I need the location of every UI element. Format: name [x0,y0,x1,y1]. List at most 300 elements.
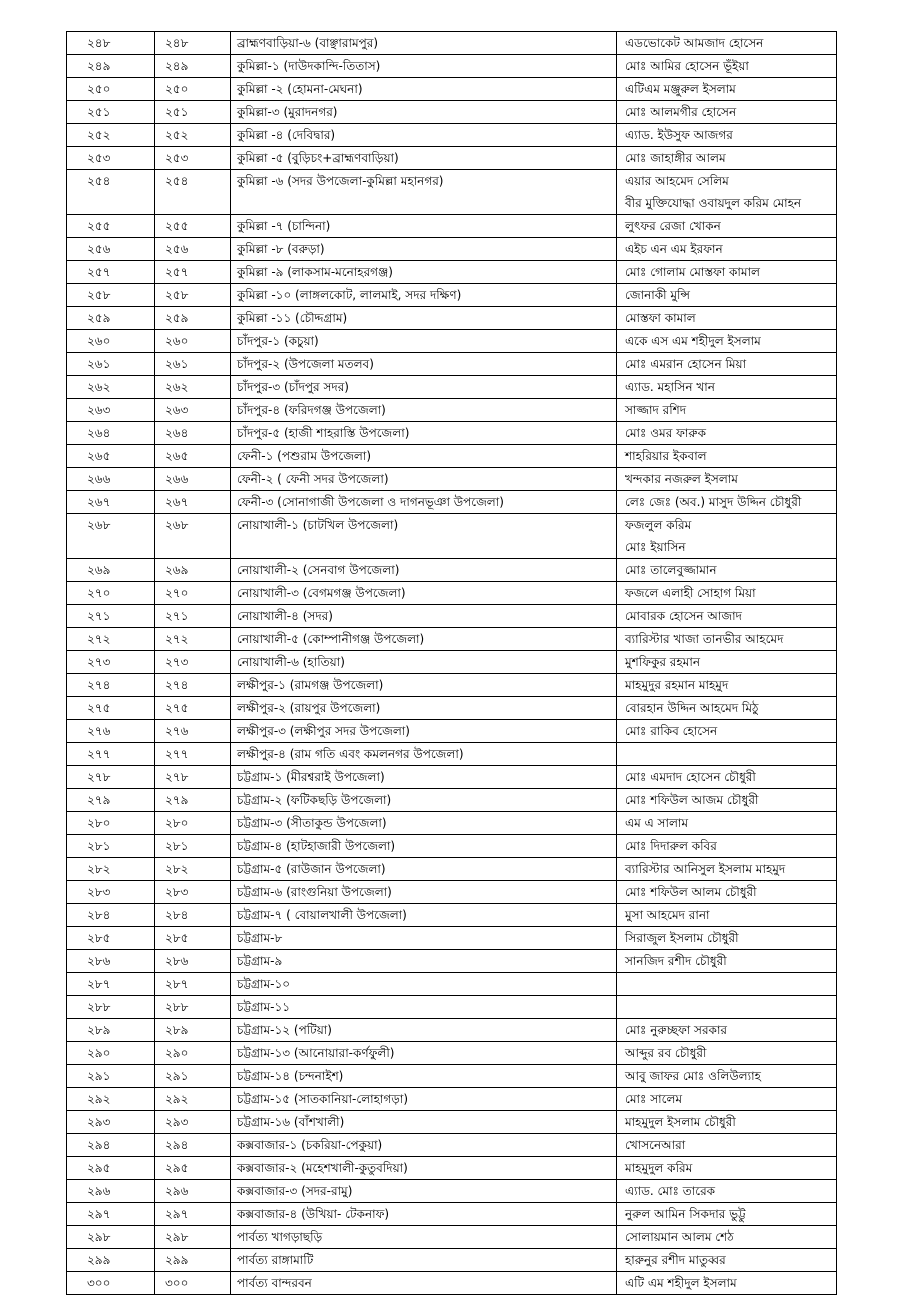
candidate-cell [617,973,837,996]
candidate-name: মোবারক হোসেন আজাদ [625,609,742,623]
table-row [67,835,837,858]
seat-number-cell-text: ২৭২ [165,632,189,646]
serial-cell-text: ২৫৯ [87,311,111,325]
candidate-name: আবু জাফর মোঃ ওলিউল্যাহ [625,1069,761,1083]
constituency-cell [231,812,617,835]
constituency-cell-text: চাঁদপুর-৪ (ফরিদগঞ্জ উপজেলা) [237,403,386,417]
table-row [67,812,837,835]
constituency-cell-text: নোয়াখালী-৪ (সদর) [237,609,333,623]
serial-cell-text: ২৮৯ [87,1023,111,1037]
seat-number-cell [155,330,231,353]
constituency-cell [231,973,617,996]
constituency-cell [231,1134,617,1157]
candidate-name: ব্যারিস্টার খাজা তানভীর আহমেদ [625,632,784,646]
candidate-name [625,996,830,1018]
serial-cell [67,307,155,330]
constituency-cell-text: কুমিল্লা -৫ (বুড়িচং+ব্রাহ্মণবাড়িয়া) [237,151,399,165]
constituency-cell-text: চাঁদপুর-৩ (চাঁদপুর সদর) [237,380,349,394]
candidate-cell [617,651,837,674]
constituency-cell-text: ফেনী-১ (পশুরাম উপজেলা) [237,449,372,463]
candidate-cell [617,927,837,950]
candidate-cell [617,399,837,422]
serial-cell-text: ২৬৫ [87,449,111,463]
candidate-name: ব্যারিস্টার আনিসুল ইসলাম মাহমুদ [625,862,786,876]
seat-number-cell [155,1042,231,1065]
candidate-name: হারুনুর রশীদ মাতুব্বর [625,1253,726,1267]
constituency-cell [231,835,617,858]
candidate-cell [617,766,837,789]
serial-cell [67,491,155,514]
table-row [67,445,837,468]
serial-cell-text: ২৬২ [87,380,111,394]
candidate-cell [617,55,837,78]
seat-number-cell [155,32,231,55]
serial-cell [67,605,155,628]
constituency-cell [231,422,617,445]
constituency-cell-text: চাঁদপুর-১ (কচুয়া) [237,334,319,348]
table-row [67,766,837,789]
serial-cell [67,514,155,559]
seat-number-cell-text: ২৭৭ [165,747,189,761]
constituency-cell-text: নোয়াখালী-৬ (হাতিয়া) [237,655,345,669]
constituency-cell-text: কুমিল্লা-৩ (মুরাদনগর) [237,105,338,119]
table-row [67,1157,837,1180]
serial-cell [67,78,155,101]
serial-cell [67,284,155,307]
constituency-cell-text: পার্বত্য খাগড়াছড়ি [237,1230,323,1244]
serial-cell-text: ২৫৮ [87,288,111,302]
candidate-cell [617,904,837,927]
seat-number-cell-text: ২৬৫ [165,449,189,463]
constituency-cell-text: ব্রাহ্মণবাড়িয়া-৬ (বাঞ্ছারামপুর) [237,36,379,50]
seat-number-cell-text: ২৬৭ [165,495,189,509]
candidate-cell [617,1180,837,1203]
seat-number-cell [155,1203,231,1226]
candidate-name: মোঃ রাকিব হোসেন [625,724,718,738]
candidate-cell [617,238,837,261]
candidate-name: মাহমুদুল করিম [625,1161,693,1175]
candidate-name: মাহমুদুল ইসলাম চৌধুরী [625,1115,736,1129]
constituency-cell-text: কুমিল্লা -৯ (লাকসাম-মনোহরগঞ্জ) [237,265,393,279]
candidate-name: মোঃ শফিউল আজম চৌধুরী [625,793,759,807]
table-row [67,1065,837,1088]
candidate-cell [617,376,837,399]
seat-number-cell-text: ২৫৮ [165,288,189,302]
constituency-cell [231,32,617,55]
seat-number-cell [155,353,231,376]
table-row [67,330,837,353]
seat-number-cell [155,284,231,307]
candidate-name: মোঃ এমদাদ হোসেন চৌধুরী [625,770,756,784]
seat-number-cell-text: ২৭০ [165,586,189,600]
seat-number-cell-text: ২৯৭ [165,1207,189,1221]
serial-cell-text: ২৯৩ [87,1115,111,1129]
constituency-cell [231,1042,617,1065]
constituency-cell-text: চট্টগ্রাম-৭ ( বোয়ালখালী উপজেলা) [237,908,407,922]
constituency-cell [231,858,617,881]
table-row [67,124,837,147]
seat-number-cell [155,307,231,330]
constituency-cell-text: চট্টগ্রাম-৩ (সীতাকুন্ড উপজেলা) [237,816,387,830]
constituency-cell-text: কুমিল্লা -৮ (বরুড়া) [237,242,325,256]
serial-cell-text: ২৬১ [87,357,111,371]
serial-cell [67,743,155,766]
serial-cell [67,1042,155,1065]
serial-cell-text: ২৮৬ [87,954,111,968]
serial-cell-text: ২৯০ [87,1046,111,1060]
candidate-name: খোসনেআরা [625,1138,686,1152]
serial-cell [67,261,155,284]
serial-cell [67,468,155,491]
seat-number-cell-text: ২৪৮ [165,36,189,50]
candidate-cell [617,858,837,881]
serial-cell-text: ২৮৩ [87,885,111,899]
serial-cell [67,330,155,353]
table-row [67,284,837,307]
serial-cell-text: ২৫৬ [87,242,111,256]
constituency-cell-text: কুমিল্লা-১ (দাউদকান্দি-তিতাস) [237,59,381,73]
serial-cell [67,445,155,468]
table-row [67,674,837,697]
serial-cell-text: ২৬৬ [87,472,111,486]
constituency-cell [231,927,617,950]
candidate-name: মোঃ নুরুচ্ছফা সরকার [625,1023,728,1037]
candidate-name: নুরুল আমিন সিকদার ভুট্টু [625,1207,746,1221]
constituency-cell [231,1157,617,1180]
constituency-cell [231,55,617,78]
candidate-cell [617,1088,837,1111]
serial-cell [67,1134,155,1157]
candidate-name: এ্যাড. মহাসিন খান [625,380,715,394]
constituency-cell-text: নোয়াখালী-২ (সেনবাগ উপজেলা) [237,563,400,577]
serial-cell [67,973,155,996]
constituency-cell [231,491,617,514]
constituency-cell-text: লক্ষীপুর-৪ (রাম গতি এবং কমলনগর উপজেলা) [237,747,464,761]
serial-cell-text: ২৭৯ [87,793,111,807]
constituency-cell [231,261,617,284]
constituency-cell-text: চট্টগ্রাম-১০ [237,977,291,991]
seat-number-cell [155,215,231,238]
table-row [67,996,837,1019]
seat-number-cell [155,468,231,491]
seat-number-cell-text: ২৯৫ [165,1161,189,1175]
seat-number-cell [155,1226,231,1249]
candidate-name: ফজলুল করিম [625,518,692,532]
serial-cell-text: ২৬৭ [87,495,111,509]
candidate-name: বোরহান উদ্দিন আহমেদ মিঠু [625,701,759,715]
table-row [67,215,837,238]
serial-cell-text: ২৭১ [87,609,111,623]
seat-number-cell-text: ২৭৮ [165,770,189,784]
constituency-cell [231,559,617,582]
seat-number-cell-text: ২৯৬ [165,1184,189,1198]
candidate-cell [617,284,837,307]
table-row [67,491,837,514]
constituency-cell-text: কক্সবাজার-৪ (উখিয়া- টেকনাফ) [237,1207,390,1221]
constituency-cell [231,1203,617,1226]
seat-number-cell-text: ২৪৯ [165,59,189,73]
constituency-cell [231,1088,617,1111]
seat-number-cell-text: ২৫৯ [165,311,189,325]
candidate-name [625,973,830,995]
seat-number-cell-text: ২৫৭ [165,265,189,279]
seat-number-cell [155,927,231,950]
candidate-name: মোঃ জাহাঙ্গীর আলম [625,151,726,165]
serial-cell [67,1065,155,1088]
serial-cell [67,422,155,445]
constituency-cell-text: লক্ষীপুর-২ (রায়পুর উপজেলা) [237,701,381,715]
seat-number-cell [155,996,231,1019]
table-row [67,858,837,881]
seat-number-cell-text: ২৬৪ [165,426,189,440]
serial-cell [67,697,155,720]
constituency-cell-text: চাঁদপুর-৫ (হাজী শাহরাস্তি উপজেলা) [237,426,410,440]
seat-number-cell-text: ২৬১ [165,357,189,371]
candidate-name: মোঃ গোলাম মোস্তফা কামাল [625,265,761,279]
candidate-cell [617,514,837,559]
table-row [67,1088,837,1111]
candidate-cell [617,674,837,697]
serial-cell-text: ২৮৪ [87,908,111,922]
table-row [67,927,837,950]
serial-cell [67,835,155,858]
candidate-cell [617,170,837,215]
seat-number-cell-text: ২৮০ [165,816,189,830]
candidate-cell [617,720,837,743]
candidate-cell [617,1134,837,1157]
constituency-cell-text: ফেনী-২ ( ফেনী সদর উপজেলা) [237,472,389,486]
candidate-cell [617,1042,837,1065]
seat-number-cell [155,559,231,582]
candidate-name: খন্দকার নজরুল ইসলাম [625,472,738,486]
table-row [67,582,837,605]
constituency-cell-text: চাঁদপুর-২ (উপজেলা মতলব) [237,357,374,371]
candidate-cell [617,835,837,858]
candidate-name: এইচ এন এম ইরফান [625,242,723,256]
serial-cell [67,101,155,124]
seat-number-cell-text: ২৯৩ [165,1115,189,1129]
serial-cell [67,170,155,215]
serial-cell [67,582,155,605]
seat-number-cell-text: ২৫০ [165,82,189,96]
candidate-table [66,31,837,1295]
seat-number-cell-text: ২৮২ [165,862,189,876]
seat-number-cell-text: ২৮৭ [165,977,189,991]
candidate-name: মোঃ দিদারুল কবির [625,839,717,853]
constituency-cell [231,215,617,238]
constituency-cell-text: কুমিল্লা -১০ (লাঙ্গলকোট, লালমাই, সদর দক্ষিণ) [237,288,462,302]
serial-cell [67,904,155,927]
candidate-cell [617,789,837,812]
candidate-name: এম এ সালাম [625,816,689,830]
serial-cell-text: ২৭৮ [87,770,111,784]
constituency-cell [231,124,617,147]
constituency-cell [231,766,617,789]
seat-number-cell-text: ২৮৯ [165,1023,189,1037]
constituency-cell [231,720,617,743]
table-row [67,605,837,628]
constituency-cell [231,582,617,605]
seat-number-cell-text: ৩০০ [165,1276,189,1290]
table-row [67,238,837,261]
candidate-name: মোস্তফা কামাল [625,311,696,325]
candidate-name: বীর মুক্তিযোদ্ধা ওবায়দুল করিম মোহন [625,196,802,210]
candidate-name: এয়ার আহমেদ সেলিম [625,174,729,188]
candidate-name: মোঃ এমরান হোসেন মিয়া [625,357,747,371]
seat-number-cell [155,766,231,789]
constituency-cell [231,330,617,353]
seat-number-cell [155,1134,231,1157]
seat-number-cell [155,78,231,101]
serial-cell [67,1272,155,1295]
seat-number-cell [155,514,231,559]
seat-number-cell [155,743,231,766]
serial-cell [67,399,155,422]
constituency-cell [231,674,617,697]
table-body [67,32,837,1295]
seat-number-cell-text: ২৯০ [165,1046,189,1060]
constituency-cell [231,147,617,170]
constituency-cell [231,996,617,1019]
candidate-name: সিরাজুল ইসলাম চৌধুরী [625,931,739,945]
candidate-cell [617,353,837,376]
candidate-cell [617,147,837,170]
table-row [67,904,837,927]
seat-number-cell-text: ২৮৩ [165,885,189,899]
candidate-name: লুৎফর রেজা খোকন [625,219,721,233]
candidate-cell [617,1019,837,1042]
table-row [67,1272,837,1295]
constituency-cell-text: কক্সবাজার-১ (চকরিয়া-পেকুয়া) [237,1138,383,1152]
candidate-cell [617,559,837,582]
candidate-name: এ্যাড. মোঃ তারেক [625,1184,716,1198]
constituency-cell [231,353,617,376]
serial-cell-text: ২৪৯ [87,59,111,73]
seat-number-cell [155,628,231,651]
candidate-cell [617,445,837,468]
constituency-cell-text: লক্ষীপুর-৩ (লক্ষীপুর সদর উপজেলা) [237,724,410,738]
candidate-cell [617,468,837,491]
serial-cell-text: ২৬৩ [87,403,111,417]
constituency-cell-text: পার্বত্য রাঙ্গামাটি [237,1253,314,1267]
seat-number-cell [155,1088,231,1111]
serial-cell-text: ২৭৪ [87,678,111,692]
seat-number-cell-text: ২৫১ [165,105,189,119]
serial-cell-text: ২৬৮ [87,518,111,532]
candidate-cell [617,743,837,766]
constituency-cell [231,950,617,973]
seat-number-cell [155,445,231,468]
serial-cell [67,559,155,582]
candidate-name: সানজিদ রশীদ চৌধুরী [625,954,727,968]
table-row [67,1019,837,1042]
seat-number-cell-text: ২৬৬ [165,472,189,486]
serial-cell-text: ২৫৪ [87,174,111,188]
seat-number-cell-text: ২৮৪ [165,908,189,922]
table-row [67,1203,837,1226]
serial-cell [67,628,155,651]
constituency-cell [231,1249,617,1272]
constituency-cell-text: চট্টগ্রাম-১ (মীরশ্বরাই উপজেলা) [237,770,385,784]
seat-number-cell-text: ২৭৪ [165,678,189,692]
seat-number-cell [155,582,231,605]
serial-cell-text: ৩০০ [87,1276,111,1290]
seat-number-cell-text: ২৫২ [165,128,189,142]
candidate-cell [617,261,837,284]
candidate-name: লেঃ জেঃ (অব.) মাসুদ উদ্দিন চৌধুরী [625,495,802,509]
serial-cell-text: ২৫১ [87,105,111,119]
serial-cell-text: ২৭৭ [87,747,111,761]
constituency-cell-text: চট্টগ্রাম-৬ (রাংগুনিয়া উপজেলা) [237,885,392,899]
constituency-cell-text: লক্ষীপুর-১ (রামগঞ্জ উপজেলা) [237,678,384,692]
constituency-cell [231,697,617,720]
candidate-cell [617,78,837,101]
candidate-name: এটিএম মঞ্জুরুল ইসলাম [625,82,736,96]
table-row [67,78,837,101]
seat-number-cell-text: ২৮৮ [165,1000,189,1014]
seat-number-cell-text: ২৮১ [165,839,189,853]
serial-cell [67,950,155,973]
serial-cell-text: ২৯২ [87,1092,111,1106]
serial-cell [67,1111,155,1134]
candidate-cell [617,422,837,445]
serial-cell [67,858,155,881]
seat-number-cell-text: ২৯৮ [165,1230,189,1244]
serial-cell [67,789,155,812]
candidate-cell [617,1226,837,1249]
serial-cell-text: ২৮১ [87,839,111,853]
serial-cell-text: ২৭০ [87,586,111,600]
seat-number-cell [155,101,231,124]
serial-cell-text: ২৫৫ [87,219,111,233]
constituency-cell-text: চট্টগ্রাম-১৬ (বাঁশখালী) [237,1115,345,1129]
serial-cell [67,996,155,1019]
candidate-name: মোঃ সালেম [625,1092,683,1106]
serial-cell [67,1180,155,1203]
constituency-cell-text: চট্টগ্রাম-১৩ (আনোয়ারা-কর্ণফুলী) [237,1046,395,1060]
constituency-cell [231,881,617,904]
seat-number-cell [155,973,231,996]
candidate-name: মোঃ ইয়াসিন [625,540,686,554]
serial-cell [67,1203,155,1226]
constituency-cell [231,1019,617,1042]
candidate-cell [617,1203,837,1226]
seat-number-cell [155,491,231,514]
serial-cell-text: ২৮০ [87,816,111,830]
constituency-cell [231,238,617,261]
candidate-cell [617,812,837,835]
constituency-cell-text: নোয়াখালী-৩ (বেগমগঞ্জ উপজেলা) [237,586,406,600]
seat-number-cell [155,697,231,720]
constituency-cell [231,376,617,399]
serial-cell-text: ২৬৯ [87,563,111,577]
table-row [67,1134,837,1157]
constituency-cell [231,743,617,766]
serial-cell-text: ২৫৭ [87,265,111,279]
constituency-cell [231,445,617,468]
constituency-cell [231,468,617,491]
candidate-cell [617,1157,837,1180]
seat-number-cell [155,1272,231,1295]
constituency-cell-text: কুমিল্লা -৪ (দেবিদ্বার) [237,128,336,142]
table-row [67,376,837,399]
constituency-cell [231,1272,617,1295]
candidate-name: শাহরিয়ার ইকবাল [625,449,707,463]
candidate-name: সাজ্জাদ রশিদ [625,403,687,417]
serial-cell [67,766,155,789]
constituency-cell [231,307,617,330]
candidate-name: মোঃ আমির হোসেন ভূঁইয়া [625,59,749,73]
